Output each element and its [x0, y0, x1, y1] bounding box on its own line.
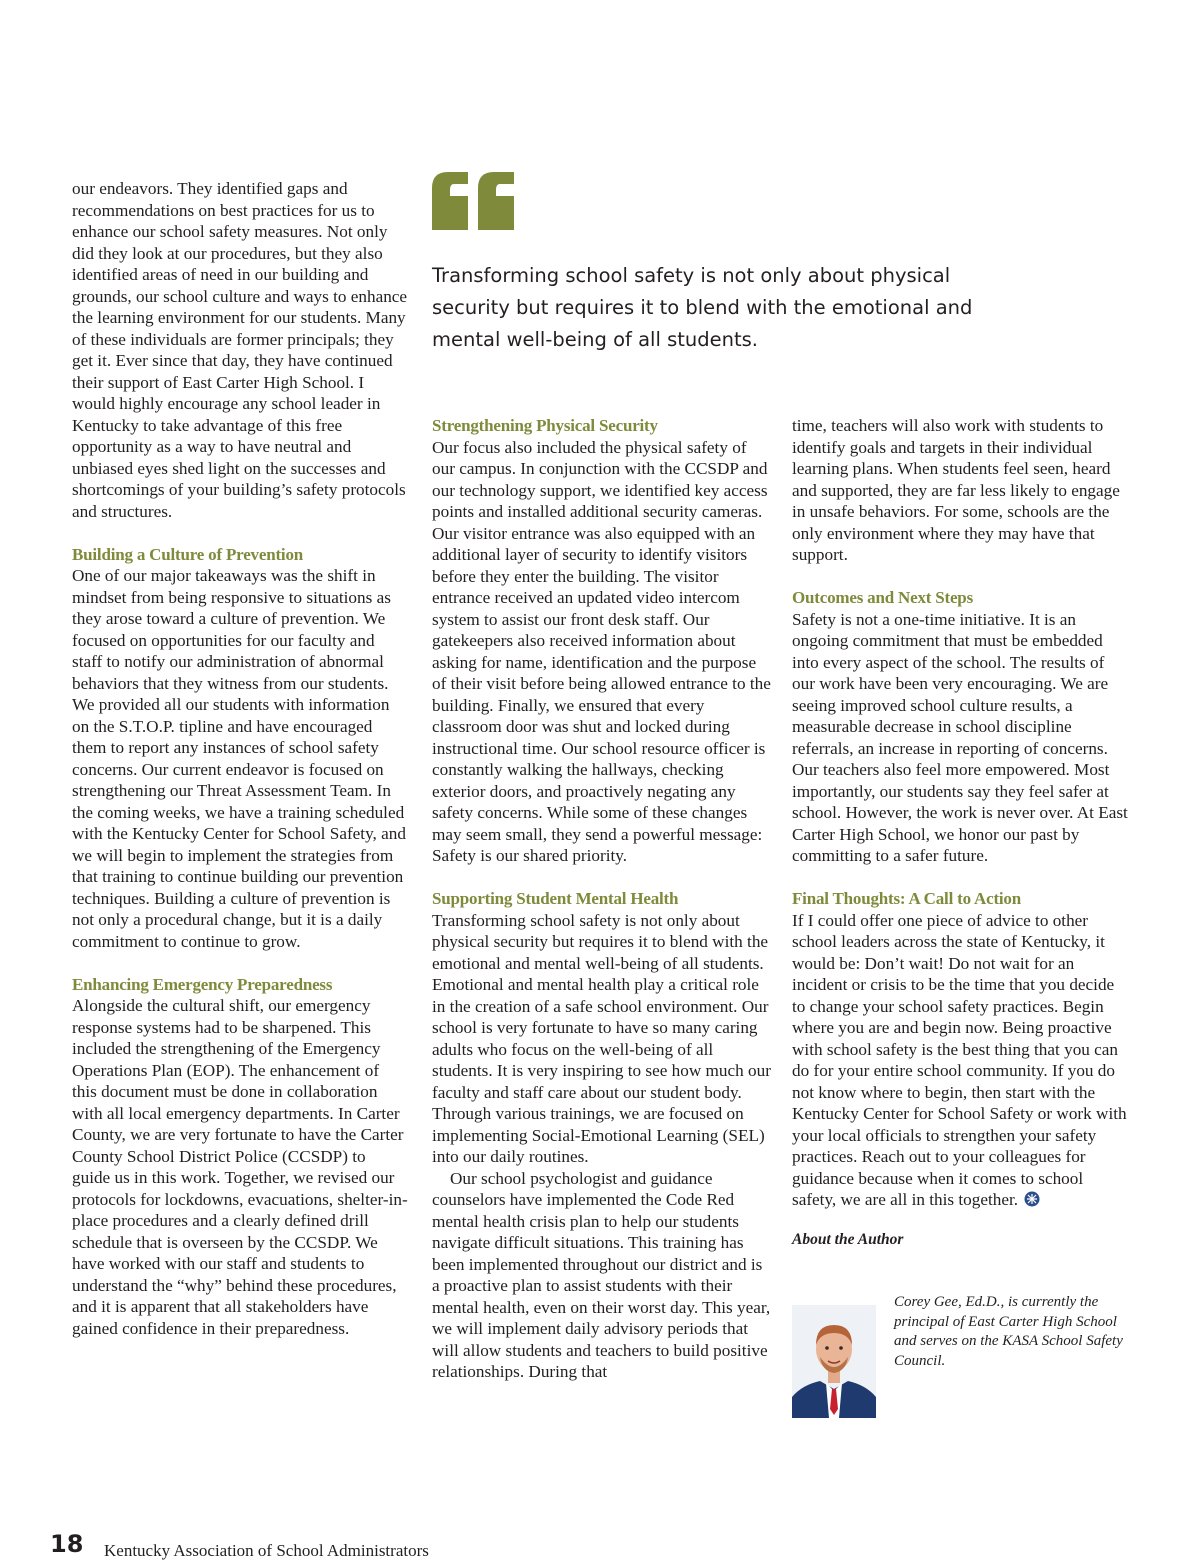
body-paragraph: Alongside the cultural shift, our emergency response systems had to be sharpened. This included the strengthening of the Emergency Operations Plan (EOP). The enhancement of this document must be done in collaboration with all local emergency departments. In Carter County, we are very fortunate to have the Carter County School District Police (CCSDP) to guide us in this work. Together, we revised our protocols for lockdowns, evacuations, shelter-in-place procedures and a clearly defined drill schedule that is overseen by the CCSDP. We have worked with our staff and students to understand the “why” behind these procedures, and it is apparent that all stakeholders have gained confidence in their preparedness.: [72, 996, 408, 1338]
section-heading-physical-security: Strengthening Physical Security: [432, 416, 658, 435]
section-heading-mental-health: Supporting Student Mental Health: [432, 889, 679, 908]
end-mark-icon: [1024, 1191, 1040, 1207]
body-paragraph: Transforming school safety is not only about physical security but requires it to blend with the emotional and mental well-being of all students. Emotional and mental health play a critical role in the creation of a safe school environment. Our school is very fortunate to have so many caring adults who focus on the well-being of all students. It is very inspiring to see how much our faculty and staff care about our student body. Through various trainings, we are focused on implementing Social-Emotional Learning (SEL) into our daily routines.: [432, 910, 771, 1166]
page-number: 18: [50, 1530, 84, 1558]
article-column-1: [72, 178, 408, 1339]
author-photo: [792, 1305, 876, 1418]
section-heading-final-thoughts: Final Thoughts: A Call to Action: [792, 889, 1021, 908]
section-heading-prevention: Building a Culture of Prevention: [72, 544, 303, 564]
about-author-title: About the Author: [792, 1230, 904, 1248]
pull-quote: Transforming school safety is not only about physical security but requires it to blend with the emotional and mental well-being of all students.: [432, 264, 973, 351]
quote-mark-icon: [430, 150, 520, 240]
body-paragraph: Our school psychologist and guidance counselors have implemented the Code Red mental health crisis plan to help our students navigate difficult situations. This training has been implemented throughout our district and is a proactive plan to assist students with their mental health, even on their worst day. This year, we will implement daily advisory periods that will allow students and teachers to build positive relationships. During that: [432, 1168, 771, 1381]
body-paragraph: One of our major takeaways was the shift in mindset from being responsive to situations as they arose toward a culture of prevention. We focused on opportunities for our faculty and staff to notify our administration of abnormal behaviors that they witness from our students. We provided all our students with information on the S.T.O.P. tipline and have encouraged them to report any instances of school safety concerns. Our current endeavor is focused on strengthening our Threat Assessment Team. In the coming weeks, we have a training scheduled with the Kentucky Center for School Safety, and we will begin to implement the strategies from that training to continue building our prevention techniques. Building a culture of prevention is not only a procedural change, but it is a daily commitment to continue to grow.: [72, 566, 406, 951]
body-paragraph: Safety is not a one-time initiative. It is an ongoing commitment that must be embedded into every aspect of the school. The results of our work have been very encouraging. We are seeing improved school culture results, a measurable decrease in school discipline referrals, an increase in reporting of concerns. Our teachers also feel more empowered. Most importantly, our students say they feel safer at school. However, the work is never over. At East Carter High School, we honor our past by committing to a safer future.: [792, 609, 1128, 865]
section-heading-emergency: Enhancing Emergency Preparedness: [72, 974, 333, 994]
section-heading-outcomes: Outcomes and Next Steps: [792, 588, 973, 607]
article-column-2: [432, 415, 772, 1383]
article-column-3: [792, 415, 1128, 1250]
author-bio: Corey Gee, Ed.D., is currently the principal of East Carter High School and serves on the KASA School Safety Council.: [894, 1294, 1123, 1369]
publication-name: Kentucky Association of School Administrators: [104, 1541, 429, 1560]
body-paragraph: our endeavors. They identified gaps and recommendations on best practices for us to enhance our school safety measures. Not only did they look at our procedures, but they also identified areas of need in our building and grounds, our school culture and ways to enhance the learning environment for our students. Many of these individuals are former principals; they get it. Ever since that day, they have continued their support of East Carter High School. I would highly encourage any school leader in Kentucky to take advantage of this free opportunity as a way to have neutral and unbiased eyes shed light on the successes and shortcomings of your building’s safety protocols and structures.: [72, 179, 408, 521]
body-paragraph: Our focus also included the physical safety of our campus. In conjunction with the CCSDP and our technology support, we identified key access points and installed additional security cameras. Our visitor entrance was also equipped with an additional layer of security to identify visitors before they enter the building. The visitor entrance received an updated video intercom system to assist our front desk staff. Our gatekeepers also received information about asking for name, identification and the purpose of their visit before being allowed entrance to the building. Finally, we ensured that every classroom door was shut and locked during instructional time. Our school resource officer is constantly walking the hallways, checking exterior doors, and proactively negating any safety concerns. While some of these changes may seem small, they send a powerful message: Safety is our shared priority.: [432, 437, 771, 865]
body-paragraph: If I could offer one piece of advice to other school leaders across the state of Kentucky, it would be: Don’t wait! Do not wait for an incident or crisis to be the time that you decide to change your school safety practices. Begin where you are and begin now. Being proactive with school safety is the best thing that you can do for your entire school community. If you do not know where to begin, then start with the Kentucky Center for School Safety or work with your local officials to strengthen your safety practices. Reach out to your colleagues for guidance because when it comes to school safety, we are all in this together.: [792, 910, 1127, 1209]
body-paragraph: time, teachers will also work with students to identify goals and targets in their individual learning plans. When students feel seen, heard and supported, they are far less likely to engage in unsafe behaviors. For some, schools are the only environment where they may have that support.: [792, 416, 1120, 564]
